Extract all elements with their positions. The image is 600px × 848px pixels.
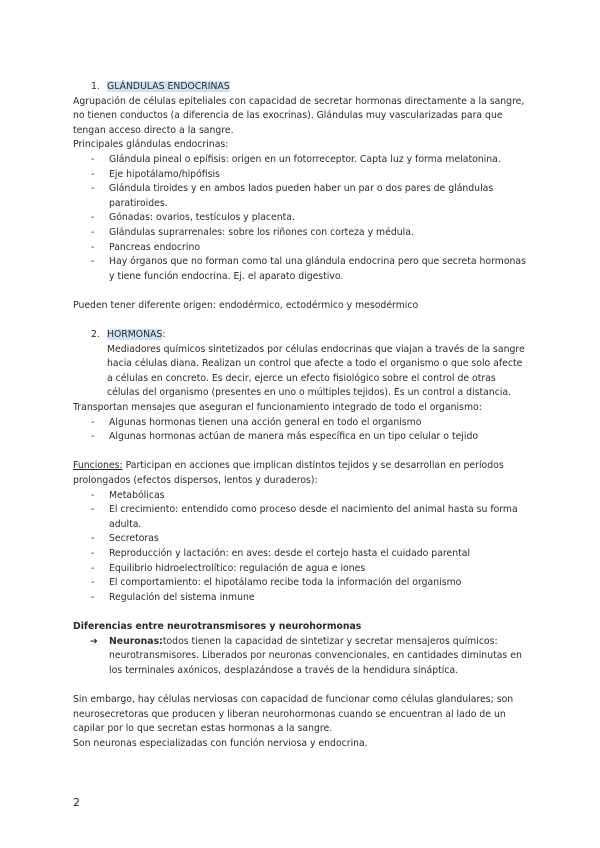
transport-list (73, 416, 529, 445)
arrow-icon: ➔ (90, 635, 98, 647)
page-number: 2 (73, 796, 80, 809)
list-item: - El crecimiento: entendido como proceso desde el nacimiento del animal hasta su forma adulta. (88, 503, 529, 532)
list-item: - Gónadas: ovarios, testículos y placenta. (88, 211, 529, 226)
list-item: - Glándula pineal o epífisis: origen en un fotorreceptor. Capta luz y forma melatonina. (88, 153, 529, 168)
section-2-colon: : (162, 329, 166, 341)
list-item: - Metabólicas (88, 489, 529, 504)
functions-list (73, 489, 529, 606)
section-2-title: HORMONAS (107, 329, 163, 341)
section-1-title: GLÁNDULAS ENDOCRINAS (107, 81, 230, 92)
transport-paragraph: Transportan mensajes que aseguran el funcionamiento integrado de todo el organismo: (73, 402, 482, 414)
list-item: - Algunas hormonas tienen una acción general en todo el organismo (88, 416, 529, 431)
list-item: - Pancreas endocrino (88, 241, 529, 256)
list-item: - El comportamiento: el hipotálamo recibe toda la información del organismo (88, 576, 529, 591)
differences-list (73, 635, 529, 679)
list-item: - Algunas hormonas actúan de manera más específica en un tipo celular o tejido (88, 430, 529, 445)
list-item: - Reproducción y lactación: en aves: desde el cortejo hasta el cuidado parental (88, 547, 529, 562)
glands-list (73, 153, 529, 284)
list-item: - Equilibrio hidroelectrolítico: regulación de agua e iones (88, 562, 529, 577)
glands-list-title: Principales glándulas endocrinas: (73, 139, 229, 151)
differences-title: Diferencias entre neurotransmisores y neurohormonas (73, 620, 362, 632)
specialized-neurons-paragraph: Son neuronas especializadas con función nerviosa y endocrina. (73, 737, 368, 749)
list-item: - Eje hipotálamo/hipófisis (88, 168, 529, 183)
list-item: - Secretoras (88, 532, 529, 547)
section-2-number: 2. (91, 329, 100, 341)
list-item: - Regulación del sistema inmune (88, 591, 529, 606)
functions-intro: Participan en acciones que implican distintos tejidos y se desarrollan en períodos prolongados (efectos dispersos, lentos y duraderos): (73, 460, 504, 487)
list-item: - Glándulas suprarrenales: sobre los riñones con corteza y médula. (88, 226, 529, 241)
page-content (73, 80, 529, 751)
hormones-definition: Mediadores químicos sintetizados por células endocrinas que viajan a través de la sangre hacia células diana. Realizan un control que afecte a todo el organismo o que solo afecte a células en concreto. Es decir, ejerce un efecto fisiológico sobre el control de otras células del organismo (presentes en uno o múltiples tejidos). Es un control a distancia. (107, 343, 525, 399)
neurosecretory-paragraph: Sin embargo, hay células nerviosas con capacidad de funcionar como células glandulares; son neurosecretoras que producen y liberan neurohormonas cuando se encuentran al lado de un capilar por lo que secretan estas hormonas a la sangre. (73, 693, 514, 735)
origin-paragraph: Pueden tener diferente origen: endodérmico, ectodérmico y mesodérmico (73, 299, 419, 311)
neurons-label: Neuronas: (109, 635, 163, 647)
section-1-number: 1. (91, 81, 100, 92)
list-item: - Glándula tiroides y en ambos lados pueden haber un par o dos pares de glándulas paratiroides. (88, 182, 529, 211)
functions-paragraph (73, 459, 529, 488)
neurons-text: todos tienen la capacidad de sintetizar y secretar mensajeros químicos: neurotransmisores. Liberados por neuronas convencionales, en cantidades diminutas en los terminales axónicos, desplazándose a través de la hendidura sináptica. (109, 635, 522, 676)
section-2-heading (73, 328, 529, 343)
list-item: - Hay órganos que no forman como tal una glándula endocrina pero que secreta hormonas y tiene función endocrina. Ej. el aparato digestivo. (88, 255, 529, 284)
functions-label: Funciones: (73, 460, 123, 472)
section-1-heading (73, 80, 529, 95)
list-item (88, 635, 529, 679)
section-1-intro: Agrupación de células epiteliales con capacidad de secretar hormonas directamente a la sangre, no tienen conductos (a diferencia de las exocrinas). Glándulas muy vascularizadas para que tengan acceso directo a la sangre. (73, 95, 525, 136)
